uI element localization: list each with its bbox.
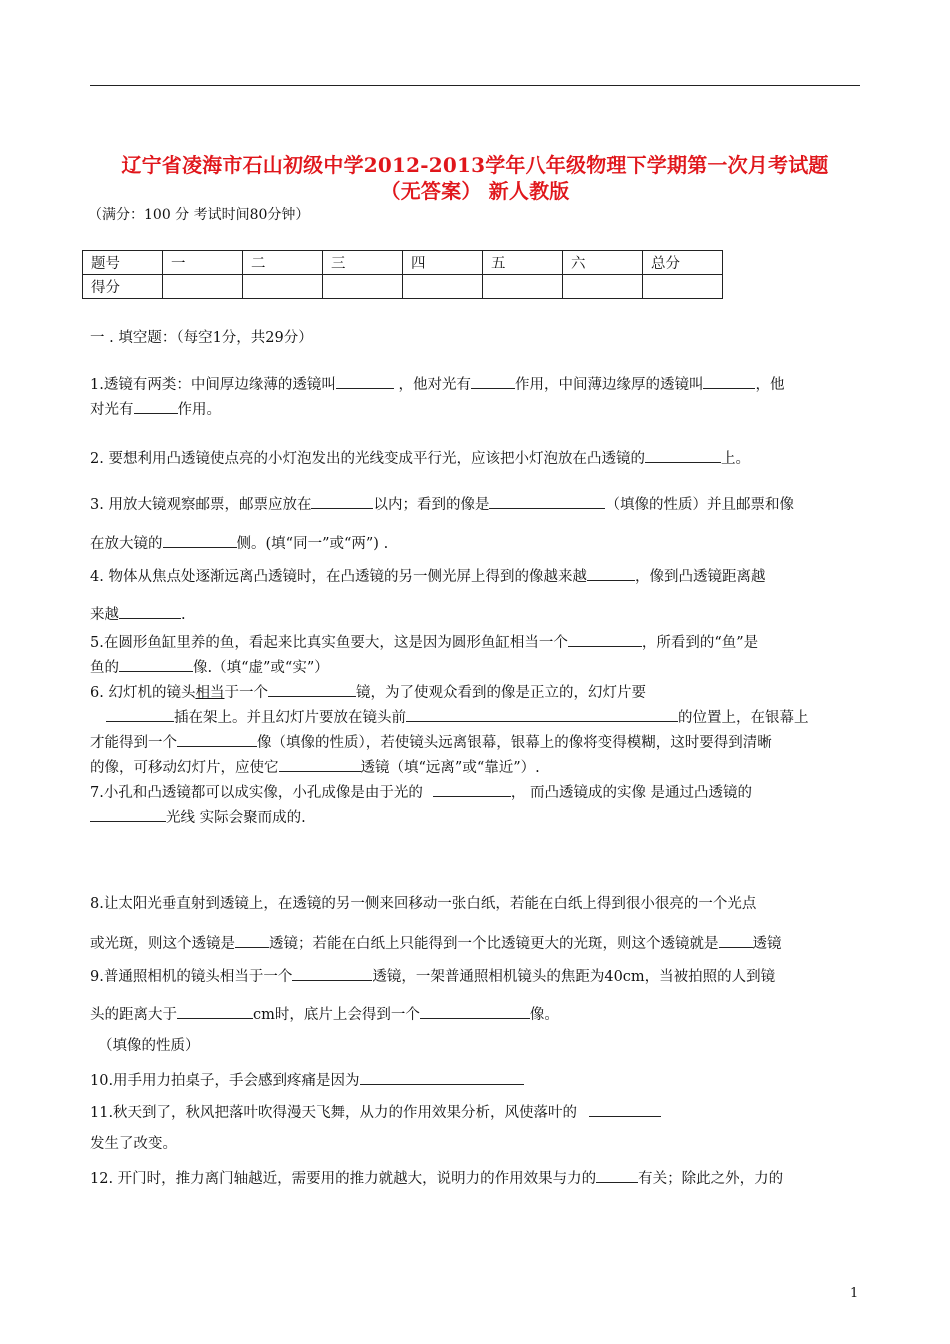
q3-blank-2[interactable] <box>489 493 605 509</box>
score-cell <box>483 275 563 299</box>
q2-text-b: 上。 <box>720 451 750 467</box>
q6-blank-1[interactable] <box>268 681 356 697</box>
q3-text-e: 侧。(填“同一”或“两”) . <box>236 536 389 552</box>
q10-blank-1[interactable] <box>360 1069 524 1085</box>
q4-blank-1[interactable] <box>587 565 635 581</box>
q1-text-c: 作用，中间薄边缘厚的透镜叫 <box>514 377 704 393</box>
header-cell: 五 <box>483 251 563 275</box>
q6-text-a2: 于一个 <box>224 685 268 701</box>
score-label-cell: 得分 <box>83 275 163 299</box>
score-table <box>82 250 723 299</box>
q1-blank-4[interactable] <box>134 398 178 414</box>
question-6-line2 <box>90 706 809 728</box>
q6-text-f: 像（填像的性质），若使镜头远离银幕，银幕上的像将变得模糊，这时要得到清晰 <box>257 735 772 751</box>
q6-text-e: 才能得到一个 <box>90 735 177 751</box>
q1-text-b: ，他对光有 <box>393 377 471 393</box>
q6-blank-2[interactable] <box>106 706 174 722</box>
question-6-line3 <box>90 731 772 753</box>
q8-text-a: 8.让太阳光垂直射到透镜上，在透镜的另一侧来回移动一张白纸，若能在白纸上得到很小很亮的一个光点 <box>90 896 757 912</box>
q5-blank-1[interactable] <box>568 631 642 647</box>
score-cell <box>323 275 403 299</box>
question-9-line3 <box>98 1036 200 1056</box>
q5-text-b: ，所看到的“鱼”是 <box>641 635 759 651</box>
exam-meta: （满分：100 分 考试时间80分钟） <box>88 207 310 223</box>
q9-blank-3[interactable] <box>420 1003 530 1019</box>
q6-text-b: 镜，为了使观众看到的像是正立的，幻灯片要 <box>355 685 646 701</box>
q11-text-a: 11.秋天到了，秋风把落叶吹得漫天飞舞，从力的作用效果分析，风使落叶的 <box>90 1105 578 1121</box>
q6-text-underlined: 相当 <box>195 685 225 701</box>
q12-text-a: 12. 开门时，推力离门轴越近，需要用的推力就越大，说明力的作用效果与力的 <box>90 1171 597 1187</box>
q7-blank-2[interactable] <box>90 806 166 822</box>
q4-text-a: 4. 物体从焦点处逐渐远离凸透镜时，在凸透镜的另一侧光屏上得到的像越来越 <box>90 569 587 585</box>
question-12-line1 <box>90 1167 783 1189</box>
question-5-line1 <box>90 631 758 653</box>
score-cell <box>163 275 243 299</box>
q4-text-c: 来越 <box>90 607 119 623</box>
q3-text-d: 在放大镜的 <box>90 536 163 552</box>
question-9-line1 <box>90 965 775 987</box>
q5-text-a: 5.在圆形鱼缸里养的鱼，看起来比真实鱼要大，这是因为圆形鱼缸相当一个 <box>90 635 568 651</box>
q1-blank-3[interactable] <box>703 373 755 389</box>
question-2 <box>90 447 750 469</box>
q2-blank-1[interactable] <box>645 447 721 463</box>
score-cell <box>563 275 643 299</box>
header-cell: 二 <box>243 251 323 275</box>
q9-blank-1[interactable] <box>292 965 372 981</box>
q9-blank-2[interactable] <box>177 1003 253 1019</box>
q6-blank-5[interactable] <box>279 756 361 772</box>
question-3-line1 <box>90 493 794 515</box>
question-8-line2 <box>90 932 782 954</box>
question-7-line2 <box>90 806 306 828</box>
q6-text-a: 6. 幻灯机的镜头 <box>90 685 196 701</box>
q9-text-d: cm时，底片上会得到一个 <box>253 1007 420 1023</box>
q10-text-a: 10.用手用力拍桌子，手会感到疼痛是因为 <box>90 1073 360 1089</box>
q12-text-b: 有关；除此之外，力的 <box>638 1171 784 1187</box>
question-5-line2 <box>90 656 329 678</box>
q9-text-e: 像。 <box>529 1007 559 1023</box>
header-cell: 题号 <box>83 251 163 275</box>
q1-text-a: 1.透镜有两类：中间厚边缘薄的透镜叫 <box>90 377 336 393</box>
header-cell: 三 <box>323 251 403 275</box>
q1-blank-1[interactable] <box>336 373 394 389</box>
q7-text-c: 光线 实际会聚而成的. <box>166 810 306 826</box>
section-heading: 一 . 填空题：（每空1分，共29分） <box>90 330 313 346</box>
header-cell: 四 <box>403 251 483 275</box>
question-8-line1 <box>90 894 756 914</box>
q12-blank-1[interactable] <box>596 1167 638 1183</box>
score-cell <box>243 275 323 299</box>
question-7-line1 <box>90 781 752 803</box>
q11-blank-1[interactable] <box>589 1101 661 1117</box>
q6-blank-4[interactable] <box>177 731 257 747</box>
q5-text-c: 鱼的 <box>90 660 119 676</box>
q4-text-b: ，像到凸透镜距离越 <box>634 569 766 585</box>
q1-text-e: 对光有 <box>90 402 134 418</box>
q2-text-a: 2. 要想利用凸透镜使点亮的小灯泡发出的光线变成平行光，应该把小灯泡放在凸透镜的 <box>90 451 645 467</box>
q1-blank-2[interactable] <box>471 373 515 389</box>
question-3-line2 <box>90 532 388 554</box>
score-cell <box>403 275 483 299</box>
question-9-line2 <box>90 1003 559 1025</box>
q8-text-d: 透镜 <box>752 936 782 952</box>
q8-blank-2[interactable] <box>719 932 753 948</box>
exam-title-line2: （无答案） 新人教版 <box>380 179 570 203</box>
q11-text-b: 发生了改变。 <box>90 1136 177 1152</box>
header-cell: 一 <box>163 251 243 275</box>
q6-text-c: 插在架上。并且幻灯片要放在镜头前 <box>174 710 406 726</box>
question-10 <box>90 1069 524 1091</box>
question-1-line2 <box>90 398 221 420</box>
header-cell: 总分 <box>643 251 723 275</box>
score-cell <box>643 275 723 299</box>
q3-text-b: 以内；看到的像是 <box>373 497 490 513</box>
exam-title-line1: 辽宁省凌海市石山初级中学2012-2013学年八年级物理下学期第一次月考试题 <box>121 153 829 177</box>
question-4-line2 <box>90 603 186 625</box>
question-6-line1 <box>90 681 646 703</box>
q4-text-d: . <box>181 607 186 623</box>
q9-text-a: 9.普通照相机的镜头相当于一个 <box>90 969 293 985</box>
score-table-header-row <box>83 251 723 275</box>
q6-text-d: 的位置上，在银幕上 <box>678 710 809 726</box>
q4-blank-2[interactable] <box>119 603 181 619</box>
q1-text-f: 作用。 <box>177 402 221 418</box>
q3-blank-1[interactable] <box>311 493 373 509</box>
q7-text-a: 7.小孔和凸透镜都可以成实像，小孔成像是由于光的 <box>90 785 423 801</box>
q8-blank-1[interactable] <box>235 932 269 948</box>
q5-blank-2[interactable] <box>119 656 193 672</box>
score-table-score-row <box>83 275 723 299</box>
q3-blank-3[interactable] <box>163 532 237 548</box>
q5-text-d: 像.（填“虚”或“实”） <box>193 660 329 676</box>
page-number: 1 <box>850 1286 859 1301</box>
q7-blank-1[interactable] <box>433 781 511 797</box>
q3-text-c: （填像的性质）并且邮票和像 <box>605 497 794 513</box>
question-11-line2 <box>90 1134 177 1154</box>
question-1-line1 <box>90 373 784 395</box>
q9-text-f: （填像的性质） <box>98 1038 200 1054</box>
header-cell: 六 <box>563 251 643 275</box>
q6-text-h: 透镜（填“远离”或“靠近”）. <box>360 760 540 776</box>
q8-text-b: 或光斑，则这个透镜是 <box>90 936 235 952</box>
q6-text-g: 的像，可移动幻灯片，应使它 <box>90 760 279 776</box>
q9-text-c: 头的距离大于 <box>90 1007 177 1023</box>
top-rule <box>90 85 860 86</box>
question-6-line4 <box>90 756 540 778</box>
q7-text-b: ， 而凸透镜成的实像 是通过凸透镜的 <box>510 785 753 801</box>
q8-text-c: 透镜；若能在白纸上只能得到一个比透镜更大的光斑，则这个透镜就是 <box>269 936 719 952</box>
q9-text-b: 透镜，一架普通照相机镜头的焦距为40cm，当被拍照的人到镜 <box>372 969 776 985</box>
question-4-line1 <box>90 565 765 587</box>
q1-text-d: ，他 <box>755 377 785 393</box>
q3-text-a: 3. 用放大镜观察邮票，邮票应放在 <box>90 497 312 513</box>
q6-blank-3[interactable] <box>406 706 678 722</box>
question-11-line1 <box>90 1101 661 1123</box>
